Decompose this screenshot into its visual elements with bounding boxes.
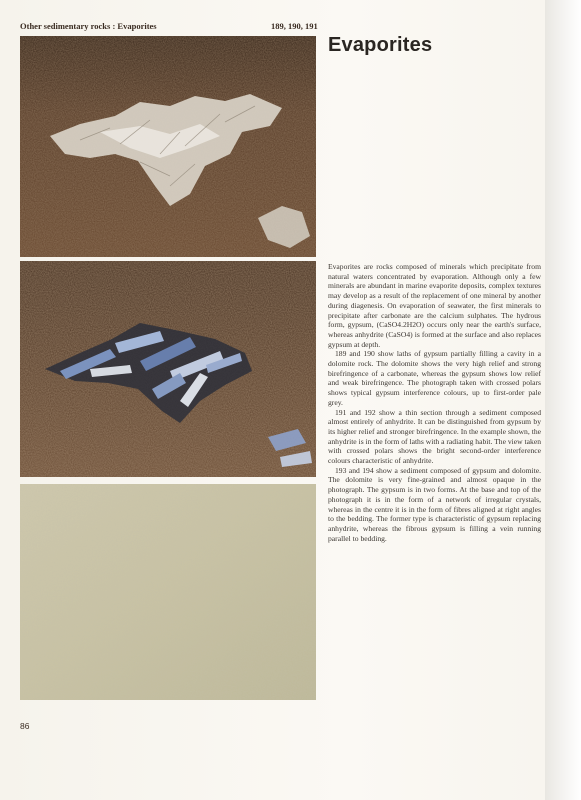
paragraph-189-190: 189 and 190 show laths of gypsum partially filling a cavity in a dolomite rock. The dolomite shows the very high relief and strong birefringence of a carbonate, whereas the gypsum shows low relief and weak birefringence. The photograph taken with crossed polars shows typical gypsum interference colours, up to first-order pale grey.: [328, 349, 541, 407]
paragraph-191-192: 191 and 192 show a thin section through a sediment composed almost entirely of anhydrite. It can be distinguished from gypsum by its higher relief and stronger birefringence. In the example shown, the anhydrite is in the form of laths with a radiating habit. The view taken with crossed polars shows the bright second-order interference colours characteristic of anhydrite.: [328, 407, 541, 466]
micrograph-191: [20, 484, 316, 700]
running-head: Other sedimentary rocks : Evaporites: [20, 21, 157, 31]
body-text: [328, 262, 541, 543]
micrograph-190: [20, 261, 316, 477]
paragraph-193-194: 193 and 194 show a sediment composed of gypsum and dolomite. The dolomite is very fine-grained and almost opaque in the photograph. The gypsum is in two forms. At the base and top of the photograph it is in the form of a network of irregular crystals, whereas in the centre it is in the form of fibres aligned at right angles to the bedding. The former type is characteristic of gypsum replacing anhydrite, whereas the fibrous gypsum is filling a vein running parallel to bedding.: [328, 465, 541, 543]
section-title: Evaporites: [328, 34, 433, 56]
next-page-edge: [545, 0, 581, 800]
figure-numbers: 189, 190, 191: [271, 21, 318, 31]
micrograph-189: [20, 36, 316, 257]
paragraph-intro: Evaporites are rocks composed of minerals which precipitate from natural waters concentrated by evaporation. Although only a few minerals are abundant in marine evaporite deposits, complex textures may develop as a result of the replacement of one mineral by another during diagenesis. On evaporation of seawater, the first minerals to precipitate after carbonate are the calcium sulphates. The hydrous form, gypsum, (CaSO4.2H2O) occurs only near the earth's surface, whereas anhydrite (CaSO4) is formed at the surface and also replaces gypsum at depth.: [328, 262, 541, 349]
page-number: 86: [20, 721, 30, 731]
